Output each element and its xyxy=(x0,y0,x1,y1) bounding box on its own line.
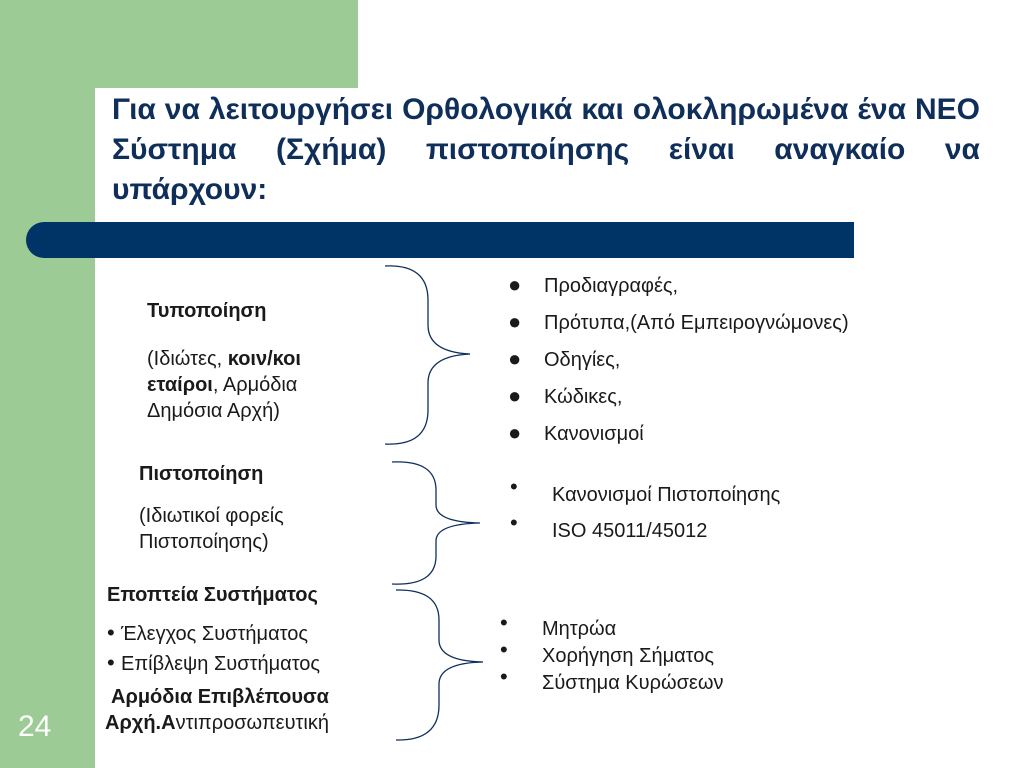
supervision-authority xyxy=(105,684,400,736)
standardization-desc-open: (Ιδιώτες, xyxy=(147,348,223,370)
list-item: • ISO 45011/45012 xyxy=(510,510,708,542)
list-item: • Χορήγηση Σήματος xyxy=(500,637,715,667)
supervision-list xyxy=(500,610,724,697)
title-divider-bar xyxy=(26,222,854,258)
list-item: ● Κανονισμοί xyxy=(508,420,644,445)
bullet-icon: • xyxy=(107,620,115,645)
brace-standardization xyxy=(385,266,470,444)
standardization-description xyxy=(147,346,362,424)
authority-bold-text: Αρμόδια Επιβλέπουσα Αρχή. xyxy=(105,686,329,734)
certification-description: (Ιδιωτικοί φορείς Πιστοποίησης) xyxy=(139,505,284,553)
bullet-icon: ● xyxy=(508,272,522,297)
bullet-icon: ● xyxy=(508,420,522,445)
bullet-icon: • xyxy=(500,610,508,635)
list-item: • Μητρώα xyxy=(500,610,617,640)
authority-first-letter: Α xyxy=(161,712,176,734)
list-item: ● Κώδικες, xyxy=(508,383,623,408)
bullet-icon: ● xyxy=(508,383,522,408)
list-item: ● Προδιαγραφές, xyxy=(508,272,679,297)
top-accent-strip xyxy=(0,0,358,88)
left-accent-strip xyxy=(0,0,95,768)
bullet-icon: ● xyxy=(508,309,522,334)
page-number: 24 xyxy=(18,710,52,743)
standardization-list xyxy=(508,273,849,458)
certification-list xyxy=(510,474,781,554)
list-item: • Σύστημα Κυρώσεων xyxy=(500,664,724,694)
bullet-icon: • xyxy=(510,474,518,499)
list-item: • Κανονισμοί Πιστοποίησης xyxy=(510,474,781,506)
bullet-icon: • xyxy=(510,510,518,535)
certification-heading: Πιστοποίηση xyxy=(139,463,264,485)
list-item: ● Οδηγίες, xyxy=(508,346,621,371)
bullet-icon: ● xyxy=(508,346,522,371)
brace-supervision xyxy=(396,590,483,740)
slide-title: Για να λειτουργήσει Ορθολογικά και ολοκληρωμένα ένα ΝΕΟ Σύστημα (Σχήμα) πιστοποίησης είναι αναγκαίο να υπάρχουν: xyxy=(112,93,980,206)
brace-certification xyxy=(392,462,480,584)
supervision-subitem: • Έλεγχος Συστήματος xyxy=(107,620,309,645)
standardization-desc-close: , Αρμόδια Δημόσια Αρχή) xyxy=(147,374,298,422)
bullet-icon: • xyxy=(500,637,508,662)
standardization-desc-bold: κοιν/κοι εταίροι xyxy=(147,348,301,396)
supervision-subitem: • Επίβλεψη Συστήματος xyxy=(107,650,321,675)
supervision-heading: Εποπτεία Συστήματος xyxy=(107,584,318,606)
standardization-heading: Τυποποίηση xyxy=(147,300,267,322)
list-item: ● Πρότυπα,(Από Εμπειρογνώμονες) xyxy=(508,309,849,334)
bullet-icon: • xyxy=(107,650,115,675)
bullet-icon: • xyxy=(500,664,508,689)
authority-rest-text: ντιπροσωπευτική xyxy=(175,712,329,734)
